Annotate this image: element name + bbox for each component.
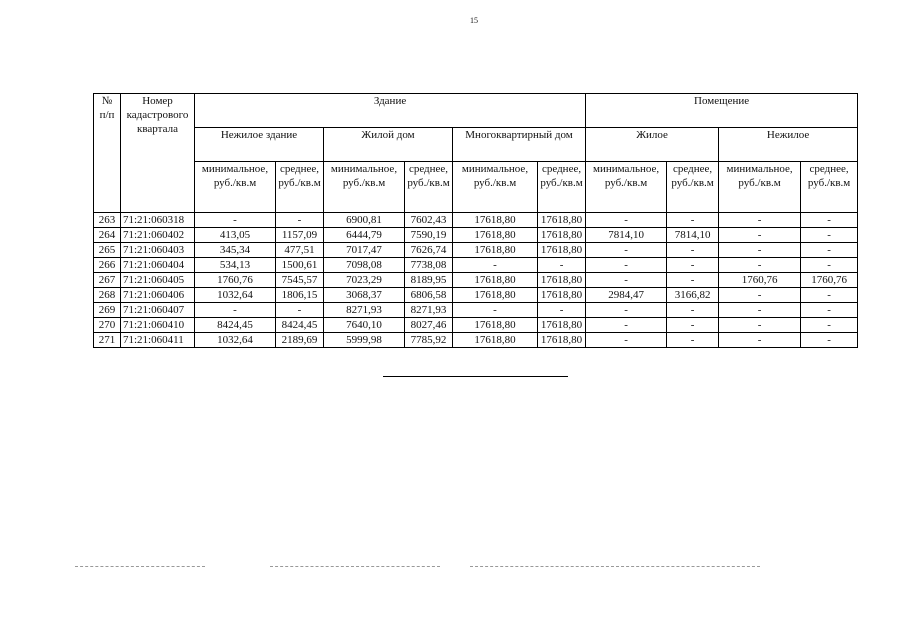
value-cell: - — [586, 318, 667, 333]
subheader-nonresidential: Нежилое — [719, 128, 858, 162]
min-header: минимальное, руб./кв.м — [453, 162, 538, 213]
value-cell: 2984,47 — [586, 288, 667, 303]
value-cell: 8271,93 — [405, 303, 453, 318]
value-cell: - — [801, 213, 858, 228]
value-cell: - — [719, 318, 801, 333]
value-cell: 8189,95 — [405, 273, 453, 288]
min-header: минимальное, руб./кв.м — [324, 162, 405, 213]
value-cell: - — [719, 243, 801, 258]
value-cell: - — [586, 303, 667, 318]
table-row — [94, 243, 858, 258]
value-cell: 17618,80 — [538, 288, 586, 303]
value-cell: - — [453, 258, 538, 273]
value-cell: 6444,79 — [324, 228, 405, 243]
value-cell: - — [719, 258, 801, 273]
subheader-house: Жилой дом — [324, 128, 453, 162]
avg-header: среднее, руб./кв.м — [667, 162, 719, 213]
row-number: 265 — [94, 243, 121, 258]
value-cell: - — [538, 303, 586, 318]
value-cell: 5999,98 — [324, 333, 405, 348]
value-cell: - — [801, 243, 858, 258]
table-row — [94, 288, 858, 303]
value-cell: 17618,80 — [453, 213, 538, 228]
cadastral-number: 71:21:060403 — [121, 243, 195, 258]
value-cell: 3068,37 — [324, 288, 405, 303]
cadastral-number: 71:21:060402 — [121, 228, 195, 243]
value-cell: 17618,80 — [538, 213, 586, 228]
table-row — [94, 303, 858, 318]
value-cell: 7098,08 — [324, 258, 405, 273]
col-header-num: № п/п — [94, 94, 121, 213]
value-cell: - — [453, 303, 538, 318]
value-cell: 1760,76 — [719, 273, 801, 288]
value-cell: 534,13 — [195, 258, 276, 273]
row-number: 270 — [94, 318, 121, 333]
value-cell: - — [667, 333, 719, 348]
value-cell: - — [586, 333, 667, 348]
value-cell: 7602,43 — [405, 213, 453, 228]
value-cell: 8027,46 — [405, 318, 453, 333]
value-cell: 1806,15 — [276, 288, 324, 303]
value-cell: 2189,69 — [276, 333, 324, 348]
value-cell: 8271,93 — [324, 303, 405, 318]
value-cell: 7017,47 — [324, 243, 405, 258]
value-cell: 1032,64 — [195, 288, 276, 303]
avg-header: среднее, руб./кв.м — [538, 162, 586, 213]
value-cell: 17618,80 — [453, 243, 538, 258]
value-cell: 413,05 — [195, 228, 276, 243]
value-cell: - — [719, 333, 801, 348]
value-cell: - — [801, 333, 858, 348]
min-header: минимальное, руб./кв.м — [719, 162, 801, 213]
value-cell: - — [538, 258, 586, 273]
value-cell: 17618,80 — [538, 228, 586, 243]
value-cell: 17618,80 — [538, 243, 586, 258]
value-cell: 17618,80 — [538, 273, 586, 288]
row-number: 266 — [94, 258, 121, 273]
table-row — [94, 318, 858, 333]
cadastral-number: 71:21:060405 — [121, 273, 195, 288]
value-cell: 8424,45 — [276, 318, 324, 333]
cadastral-number: 71:21:060318 — [121, 213, 195, 228]
value-cell: - — [667, 258, 719, 273]
value-cell: 8424,45 — [195, 318, 276, 333]
value-cell: 17618,80 — [453, 273, 538, 288]
cadastral-number: 71:21:060406 — [121, 288, 195, 303]
value-cell: 7640,10 — [324, 318, 405, 333]
value-cell: - — [719, 303, 801, 318]
value-cell: 7023,29 — [324, 273, 405, 288]
value-cell: - — [276, 213, 324, 228]
row-number: 264 — [94, 228, 121, 243]
subheader-nonres-building: Нежилое здание — [195, 128, 324, 162]
cadastral-value-table — [93, 93, 858, 348]
value-cell: - — [667, 273, 719, 288]
value-cell: 7626,74 — [405, 243, 453, 258]
value-cell: 1500,61 — [276, 258, 324, 273]
value-cell: 17618,80 — [538, 318, 586, 333]
value-cell: 6806,58 — [405, 288, 453, 303]
min-header: минимальное, руб./кв.м — [195, 162, 276, 213]
subheader-apartment-block: Многоквартирный дом — [453, 128, 586, 162]
value-cell: - — [719, 213, 801, 228]
value-cell: 7590,19 — [405, 228, 453, 243]
value-cell: 7785,92 — [405, 333, 453, 348]
value-cell: - — [801, 303, 858, 318]
value-cell: - — [719, 228, 801, 243]
value-cell: 477,51 — [276, 243, 324, 258]
value-cell: - — [667, 243, 719, 258]
table-row — [94, 228, 858, 243]
table-row — [94, 258, 858, 273]
value-cell: 17618,80 — [453, 318, 538, 333]
cadastral-number: 71:21:060407 — [121, 303, 195, 318]
value-cell: 1760,76 — [195, 273, 276, 288]
cadastral-number: 71:21:060410 — [121, 318, 195, 333]
table-row — [94, 333, 858, 348]
value-cell: - — [719, 288, 801, 303]
value-cell: - — [276, 303, 324, 318]
value-cell: 345,34 — [195, 243, 276, 258]
value-cell: 6900,81 — [324, 213, 405, 228]
value-cell: 17618,80 — [453, 288, 538, 303]
row-number: 269 — [94, 303, 121, 318]
avg-header: среднее, руб./кв.м — [405, 162, 453, 213]
value-cell: - — [801, 318, 858, 333]
value-cell: 1760,76 — [801, 273, 858, 288]
avg-header: среднее, руб./кв.м — [801, 162, 858, 213]
value-cell: 7545,57 — [276, 273, 324, 288]
cadastral-number: 71:21:060411 — [121, 333, 195, 348]
scan-artifact-line — [75, 566, 205, 567]
value-cell: - — [667, 318, 719, 333]
value-cell: - — [195, 303, 276, 318]
value-cell: 3166,82 — [667, 288, 719, 303]
value-cell: 7814,10 — [586, 228, 667, 243]
end-rule — [383, 376, 568, 377]
row-number: 267 — [94, 273, 121, 288]
value-cell: - — [801, 258, 858, 273]
value-cell: 17618,80 — [453, 333, 538, 348]
value-cell: - — [586, 213, 667, 228]
value-cell: - — [667, 303, 719, 318]
subheader-residential: Жилое — [586, 128, 719, 162]
value-cell: 7814,10 — [667, 228, 719, 243]
cadastral-number: 71:21:060404 — [121, 258, 195, 273]
group-header-building: Здание — [195, 94, 586, 128]
row-number: 271 — [94, 333, 121, 348]
min-header: минимальное, руб./кв.м — [586, 162, 667, 213]
value-cell: - — [801, 228, 858, 243]
group-header-premises: Помещение — [586, 94, 858, 128]
value-cell: 17618,80 — [453, 228, 538, 243]
avg-header: среднее, руб./кв.м — [276, 162, 324, 213]
value-cell: - — [801, 288, 858, 303]
value-cell: 1157,09 — [276, 228, 324, 243]
page-number: 15 — [470, 16, 478, 25]
table-row — [94, 213, 858, 228]
value-cell: - — [195, 213, 276, 228]
value-cell: - — [586, 243, 667, 258]
scan-artifact-line — [270, 566, 440, 567]
row-number: 268 — [94, 288, 121, 303]
value-cell: 17618,80 — [538, 333, 586, 348]
value-cell: - — [586, 258, 667, 273]
scan-artifact-line — [470, 566, 760, 567]
value-cell: 1032,64 — [195, 333, 276, 348]
value-cell: - — [667, 213, 719, 228]
row-number: 263 — [94, 213, 121, 228]
value-cell: 7738,08 — [405, 258, 453, 273]
value-cell: - — [586, 273, 667, 288]
table-row — [94, 273, 858, 288]
col-header-cadastral: Номер кадастрового квартала — [121, 94, 195, 213]
